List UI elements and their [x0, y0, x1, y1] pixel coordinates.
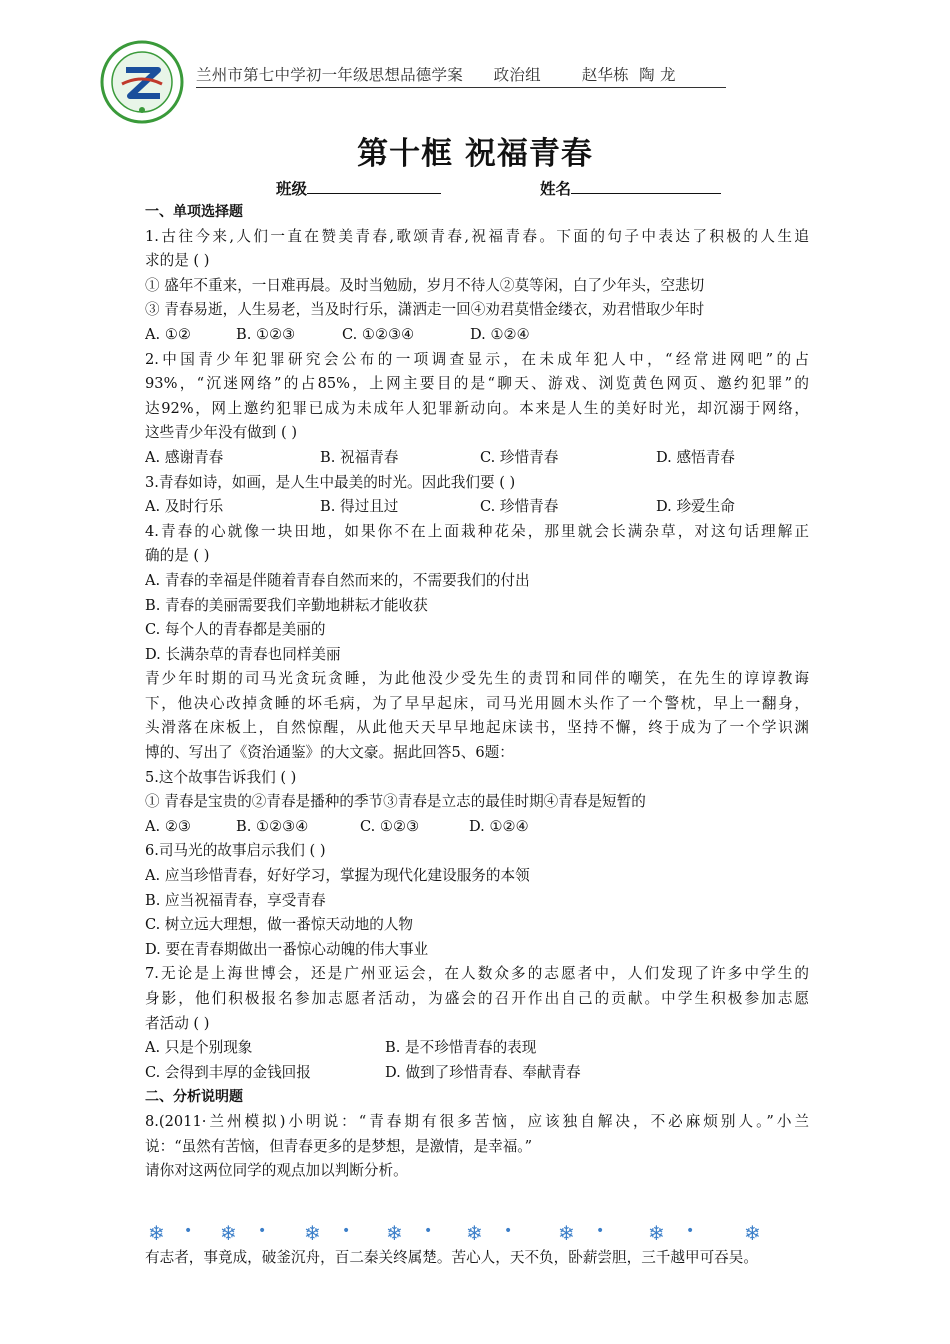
- question-text: 求的是 ( ): [145, 252, 210, 270]
- options-row: [145, 1061, 809, 1086]
- dot-icon: •: [596, 1223, 605, 1239]
- options-row: [145, 1036, 809, 1061]
- class-blank[interactable]: [307, 179, 441, 194]
- option-d: D. ①②④: [469, 817, 529, 835]
- options-row: [145, 815, 809, 840]
- option-b: B. 得过且过: [320, 498, 399, 516]
- question-text: 1.古往今来,人们一直在赞美青春,歌颂青春,祝福青春。下面的句子中表达了积极的人生追: [145, 227, 809, 245]
- name-field: [540, 177, 721, 199]
- option-c: C. 珍惜青春: [480, 498, 559, 516]
- question-text: 7.无论是上海世博会，还是广州亚运会，在人数众多的志愿者中，人们发现了许多中学生的: [145, 965, 809, 983]
- option-b: B. 应当祝福青春，享受青春: [145, 891, 326, 909]
- question-text: 6.司马光的故事启示我们 ( ): [145, 842, 326, 860]
- question-text: 者活动 ( ): [145, 1014, 210, 1032]
- passage-text: 青少年时期的司马光贪玩贪睡，为此他没少受先生的责罚和同伴的嘲笑，在先生的谆谆教诲: [145, 670, 809, 688]
- question-text: 达92%，网上邀约犯罪已成为未成年人犯罪新动向。本来是人生的美好时光，却沉溺于网络，: [145, 399, 809, 417]
- passage-text: 头滑落在床板上，自然惊醒，从此他天天早早地起床读书，坚持不懈，终于成为了一个学识渊: [145, 719, 809, 737]
- snowflake-divider: [148, 1221, 788, 1245]
- snowflake-icon: ❄: [558, 1221, 575, 1245]
- options-row: [145, 323, 809, 348]
- option-c: C. ①②③: [360, 817, 420, 835]
- snowflake-icon: ❄: [304, 1221, 321, 1245]
- page-title: 第十框 祝福青春: [357, 136, 593, 172]
- statement-line: ① 青春是宝贵的②青春是播种的季节③青春是立志的最佳时期④青春是短暂的: [145, 793, 646, 811]
- snowflake-icon: ❄: [648, 1221, 665, 1245]
- question-text: 身影，他们积极报名参加志愿者活动，为盛会的召开作出自己的贡献。中学生积极参加志愿: [145, 990, 809, 1007]
- motto-text: 有志者，事竟成，破釜沉舟，百二秦关终属楚。苦心人，天不负，卧薪尝胆，三千越甲可吞吴。: [145, 1249, 758, 1266]
- name-label: 姓名: [540, 180, 572, 198]
- question-text: 5.这个故事告诉我们 ( ): [145, 768, 297, 786]
- question-text: 说：“虽然有苦恼，但青春更多的是梦想，是激情，是幸福。”: [145, 1137, 533, 1155]
- snowflake-icon: ❄: [744, 1221, 761, 1245]
- option-c: C. 会得到丰厚的金钱回报: [145, 1063, 311, 1081]
- passage-text: 下，他决心改掉贪睡的坏毛病，为了早早起床，司马光用圆木头作了一个警枕，早上一翻身，: [145, 694, 809, 712]
- worksheet-body: [145, 200, 809, 1184]
- options-row: [145, 495, 809, 520]
- class-label: 班级: [276, 180, 308, 198]
- question-text: 确的是 ( ): [145, 547, 210, 565]
- question-text: 3.青春如诗，如画，是人生中最美的时光。因此我们要 ( ): [145, 473, 516, 491]
- dot-icon: •: [342, 1223, 351, 1239]
- section-heading: 一、单项选择题: [145, 204, 243, 220]
- question-text: 这些青少年没有做到 ( ): [145, 424, 298, 442]
- option-d: D. 要在青春期做出一番惊心动魄的伟大事业: [145, 940, 429, 958]
- option-b: B. 祝福青春: [320, 448, 399, 466]
- question-text: 8.(2011·兰州模拟)小明说：“青春期有很多苦恼，应该独自解决，不必麻烦别人。”小兰: [145, 1112, 809, 1130]
- name-blank[interactable]: [571, 179, 721, 194]
- snowflake-icon: ❄: [148, 1221, 165, 1245]
- dot-icon: •: [184, 1223, 193, 1239]
- statement-line: ③ 青春易逝，人生易老，当及时行乐，潇洒走一回④劝君莫惜金缕衣，劝君惜取少年时: [145, 301, 705, 319]
- dot-icon: •: [686, 1223, 695, 1239]
- option-d: D. 珍爱生命: [656, 498, 735, 516]
- option-a: A. ①②: [145, 325, 191, 343]
- option-c: C. 珍惜青春: [480, 448, 559, 466]
- question-text: 4.青春的心就像一块田地，如果你不在上面栽种花朵，那里就会长满杂草，对这句话理解正: [145, 522, 809, 540]
- option-a: A. ②③: [145, 817, 191, 835]
- dot-icon: •: [258, 1223, 267, 1239]
- snowflake-icon: ❄: [466, 1221, 483, 1245]
- option-b: B. 青春的美丽需要我们辛勤地耕耘才能收获: [145, 596, 428, 614]
- question-text: 2.中国青少年犯罪研究会公布的一项调查显示，在未成年犯人中，“经常进网吧”的占: [145, 350, 809, 368]
- snowflake-icon: ❄: [220, 1221, 237, 1245]
- option-b: B. 是不珍惜青春的表现: [385, 1039, 537, 1057]
- option-d: D. ①②④: [470, 325, 530, 343]
- school-logo: [100, 40, 184, 124]
- option-c: C. ①②③④: [342, 325, 415, 343]
- question-text: 93%，“沉迷网络”的占85%，上网主要目的是“聊天、游戏、浏览黄色网页、邀约犯罪”的: [145, 375, 809, 393]
- passage-text: 博的、写出了《资治通鉴》的大文豪。据此回答5、6题：: [145, 744, 514, 762]
- option-a: A. 及时行乐: [145, 498, 224, 516]
- option-d: D. 长满杂草的青春也同样美丽: [145, 645, 341, 663]
- option-c: C. 树立远大理想，做一番惊天动地的人物: [145, 916, 414, 934]
- option-b: B. ①②③④: [236, 817, 309, 835]
- snowflake-icon: ❄: [386, 1221, 403, 1245]
- statement-line: ① 盛年不重来，一日难再晨。及时当勉励，岁月不待人②莫等闲，白了少年头，空悲切: [145, 276, 705, 294]
- option-a: A. 感谢青春: [145, 448, 224, 466]
- option-a: A. 应当珍惜青春，好好学习，掌握为现代化建设服务的本领: [145, 867, 530, 885]
- dot-icon: •: [504, 1223, 513, 1239]
- option-d: D. 做到了珍惜青春、奉献青春: [385, 1063, 581, 1081]
- option-a: A. 青春的幸福是伴随着青春自然而来的，不需要我们的付出: [145, 571, 530, 589]
- option-d: D. 感悟青春: [656, 448, 735, 466]
- options-row: [145, 446, 809, 471]
- option-b: B. ①②③: [236, 325, 296, 343]
- option-a: A. 只是个别现象: [145, 1039, 253, 1057]
- class-field: [276, 177, 441, 199]
- section-heading: 二、分析说明题: [145, 1089, 243, 1106]
- dot-icon: •: [424, 1223, 433, 1239]
- option-c: C. 每个人的青春都是美丽的: [145, 621, 326, 639]
- question-text: 请你对这两位同学的观点加以判断分析。: [145, 1162, 408, 1180]
- header-school-line: 兰州市第七中学初一年级思想品德学案 政治组 赵华栋 陶 龙: [196, 63, 726, 88]
